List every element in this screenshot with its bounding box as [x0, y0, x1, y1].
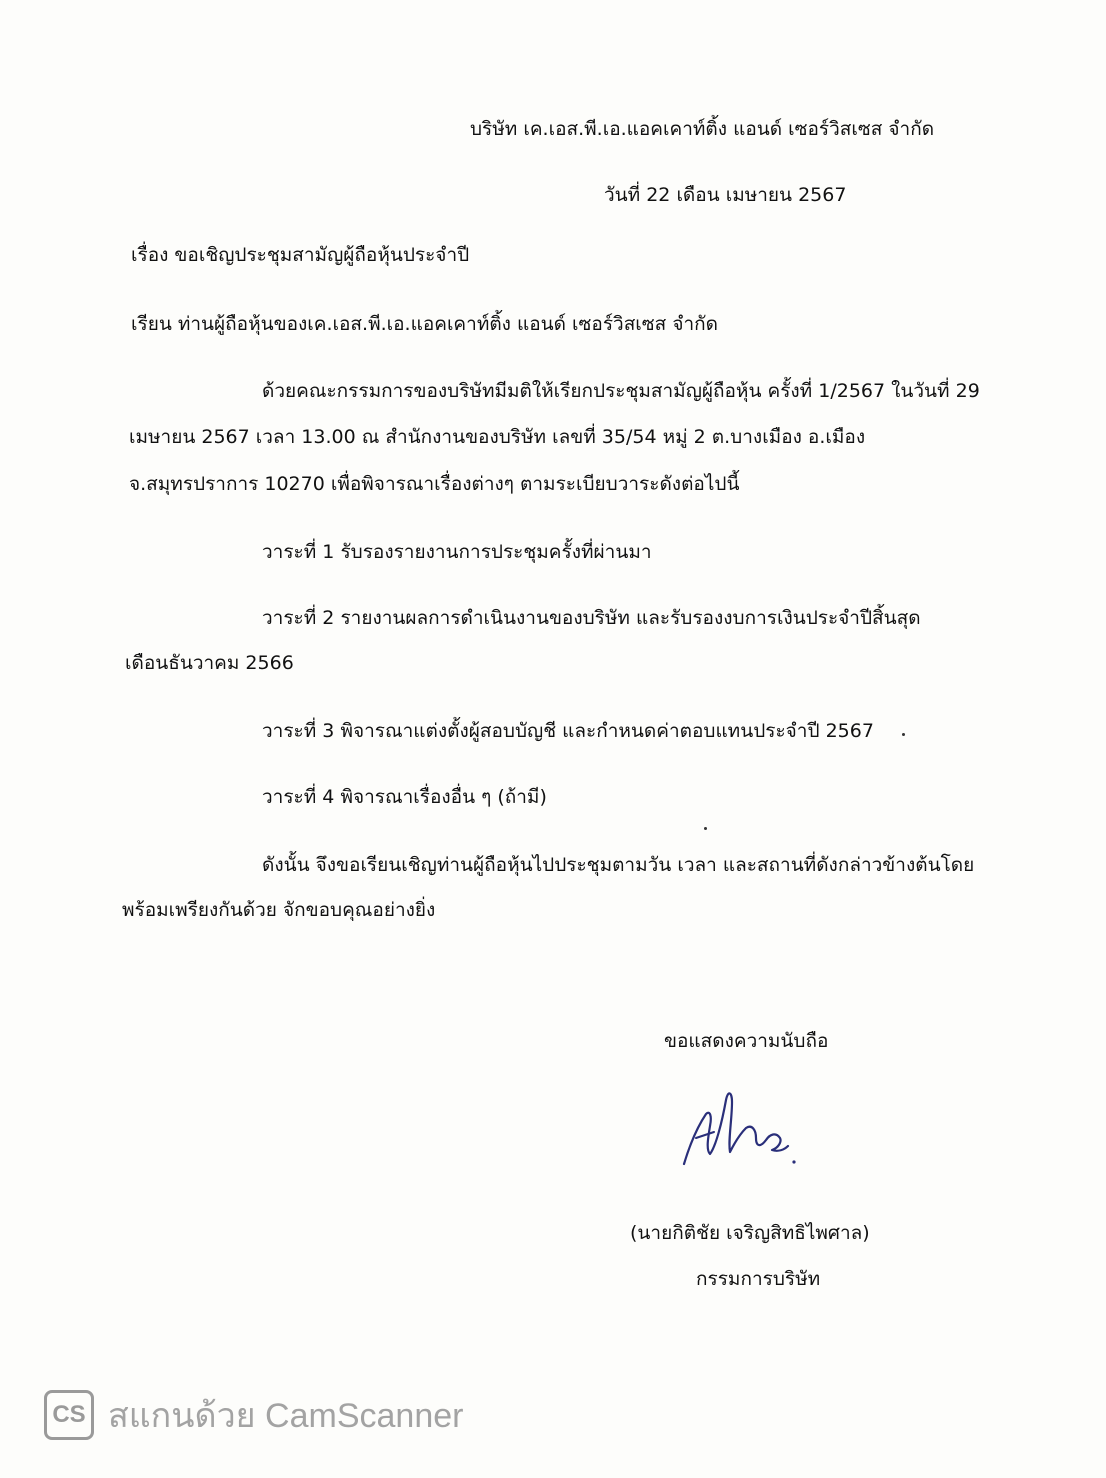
signature-icon — [676, 1080, 806, 1175]
scan-speck — [902, 733, 905, 736]
camscanner-logo-icon: CS — [44, 1390, 94, 1440]
agenda-item-2-line-1: วาระที่ 2 รายงานผลการดำเนินงานของบริษัท และรับรองงบการเงินประจำปีสิ้นสุด — [262, 607, 921, 629]
camscanner-watermark — [44, 1388, 463, 1442]
agenda-item-2-line-2: เดือนธันวาคม 2566 — [125, 652, 294, 674]
letter-date: วันที่ 22 เดือน เมษายน 2567 — [604, 184, 847, 206]
agenda-item-4: วาระที่ 4 พิจารณาเรื่องอื่น ๆ (ถ้ามี) — [262, 786, 547, 808]
body-line-1: ด้วยคณะกรรมการของบริษัทมีมติให้เรียกประชุมสามัญผู้ถือหุ้น ครั้งที่ 1/2567 ในวันที่ 29 — [262, 380, 980, 402]
body-line-2: เมษายน 2567 เวลา 13.00 ณ สำนักงานของบริษัท เลขที่ 35/54 หมู่ 2 ต.บางเมือง อ.เมือง — [129, 426, 866, 448]
closing-line-1: ดังนั้น จึงขอเรียนเชิญท่านผู้ถือหุ้นไปประชุมตามวัน เวลา และสถานที่ดังกล่าวข้างต้นโดย — [262, 854, 975, 876]
letter-recipient: เรียน ท่านผู้ถือหุ้นของเค.เอส.พี.เอ.แอคเคาท์ติ้ง แอนด์ เซอร์วิสเซส จำกัด — [131, 313, 718, 335]
scan-speck — [704, 827, 707, 830]
regards-text: ขอแสดงความนับถือ — [664, 1030, 829, 1052]
letter-subject: เรื่อง ขอเชิญประชุมสามัญผู้ถือหุ้นประจำปี — [131, 244, 470, 266]
agenda-item-1: วาระที่ 1 รับรองรายงานการประชุมครั้งที่ผ่านมา — [262, 541, 652, 563]
body-line-3: จ.สมุทรปราการ 10270 เพื่อพิจารณาเรื่องต่างๆ ตามระเบียบวาระดังต่อไปนี้ — [129, 473, 740, 495]
company-name: บริษัท เค.เอส.พี.เอ.แอคเคาท์ติ้ง แอนด์ เซอร์วิสเซส จำกัด — [470, 118, 935, 140]
signer-name: (นายกิติชัย เจริญสิทธิไพศาล) — [630, 1222, 870, 1244]
watermark-text: สแกนด้วย CamScanner — [108, 1397, 464, 1435]
signer-title: กรรมการบริษัท — [696, 1268, 821, 1290]
closing-line-2: พร้อมเพรียงกันด้วย จักขอบคุณอย่างยิ่ง — [122, 899, 436, 921]
agenda-item-3: วาระที่ 3 พิจารณาแต่งตั้งผู้สอบบัญชี และกำหนดค่าตอบแทนประจำปี 2567 — [262, 720, 874, 742]
